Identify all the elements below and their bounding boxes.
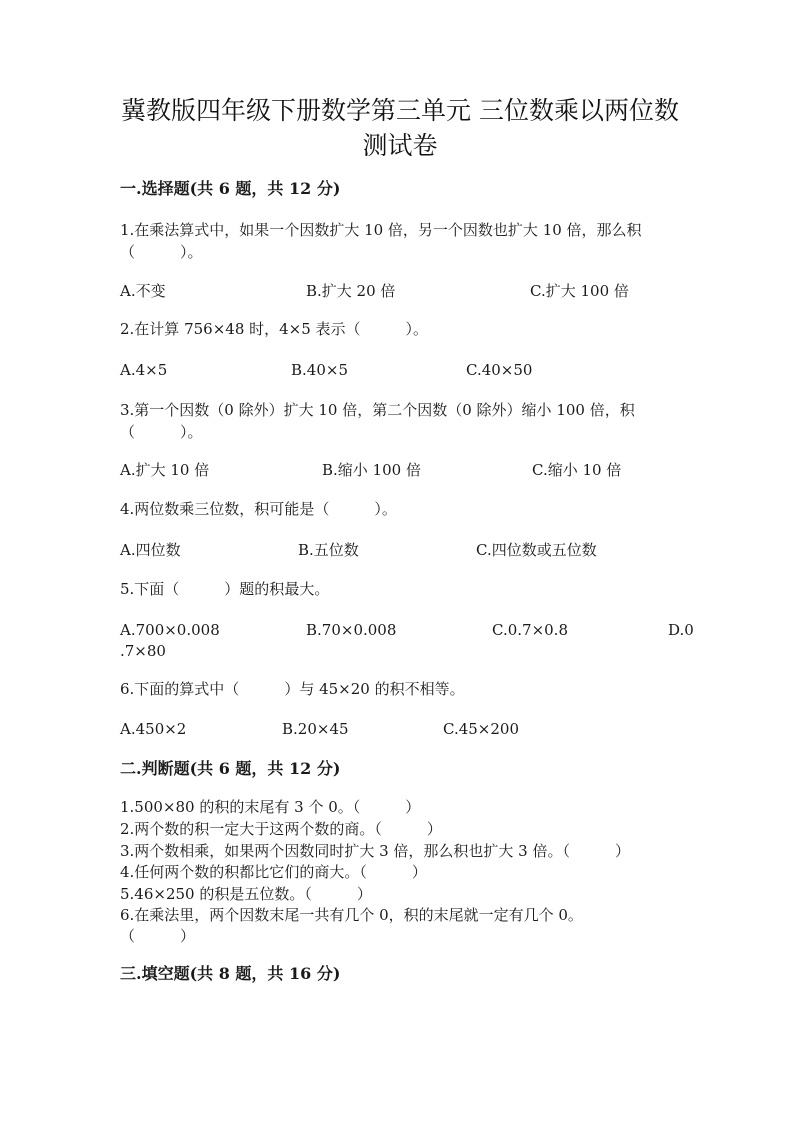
question-3-text-cont: （ ）。 (120, 423, 203, 441)
judge-item-4: 4.任何两个数的积都比它们的商大。（ ） (120, 863, 427, 881)
question-5-option-a: A.700×0.008 (120, 621, 220, 639)
question-4-option-a: A.四位数 (120, 541, 181, 559)
question-3-text: 3.第一个因数（0 除外）扩大 10 倍，第二个因数（0 除外）缩小 100 倍，积 (120, 401, 635, 419)
question-1-option-b: B.扩大 20 倍 (306, 282, 396, 300)
exam-title-line-1: 冀教版四年级下册数学第三单元 三位数乘以两位数 (121, 96, 679, 125)
exam-title-line-2: 测试卷 (362, 131, 438, 160)
question-2-option-a: A.4×5 (120, 361, 168, 379)
question-1-text: 1.在乘法算式中，如果一个因数扩大 10 倍，另一个因数也扩大 10 倍，那么积 (120, 221, 642, 239)
question-4-option-c: C.四位数或五位数 (476, 541, 597, 559)
question-3-option-b: B.缩小 100 倍 (322, 461, 421, 479)
question-5-option-c: C.0.7×0.8 (492, 621, 568, 639)
judge-item-6-cont: （ ） (120, 927, 196, 945)
judge-item-6: 6.在乘法里，两个因数末尾一共有几个 0，积的末尾就一定有几个 0。 (120, 906, 583, 924)
question-1-text-cont: （ ）。 (120, 243, 203, 261)
question-5-option-d: D.0 (668, 621, 694, 639)
section-heading-true-false: 二.判断题(共 6 题，共 12 分) (120, 759, 341, 778)
question-2-option-b: B.40×5 (291, 361, 348, 379)
question-2-option-c: C.40×50 (466, 361, 533, 379)
question-6-option-a: A.450×2 (120, 720, 187, 738)
section-heading-choice: 一.选择题(共 6 题，共 12 分) (120, 179, 341, 198)
judge-item-5: 5.46×250 的积是五位数。（ ） (120, 885, 372, 903)
question-6-option-b: B.20×45 (282, 720, 349, 738)
judge-item-1: 1.500×80 的积的末尾有 3 个 0。（ ） (120, 798, 421, 816)
question-2-text: 2.在计算 756×48 时，4×5 表示（ ）。 (120, 320, 429, 338)
judge-item-2: 2.两个数的积一定大于这两个数的商。（ ） (120, 820, 442, 838)
question-1-option-c: C.扩大 100 倍 (530, 282, 629, 300)
question-5-option-d-cont: .7×80 (120, 642, 166, 660)
question-4-text: 4.两位数乘三位数，积可能是（ ）。 (120, 500, 397, 518)
question-3-option-a: A.扩大 10 倍 (120, 461, 210, 479)
question-6-text: 6.下面的算式中（ ）与 45×20 的积不相等。 (120, 680, 465, 698)
question-5-option-b: B.70×0.008 (306, 621, 397, 639)
question-4-option-b: B.五位数 (298, 541, 359, 559)
question-5-text: 5.下面（ ）题的积最大。 (120, 580, 330, 598)
question-6-option-c: C.45×200 (443, 720, 519, 738)
question-3-option-c: C.缩小 10 倍 (532, 461, 622, 479)
section-heading-fill-blank: 三.填空题(共 8 题，共 16 分) (120, 964, 341, 983)
judge-item-3: 3.两个数相乘，如果两个因数同时扩大 3 倍，那么积也扩大 3 倍。（ ） (120, 842, 630, 860)
question-1-option-a: A.不变 (120, 282, 166, 300)
